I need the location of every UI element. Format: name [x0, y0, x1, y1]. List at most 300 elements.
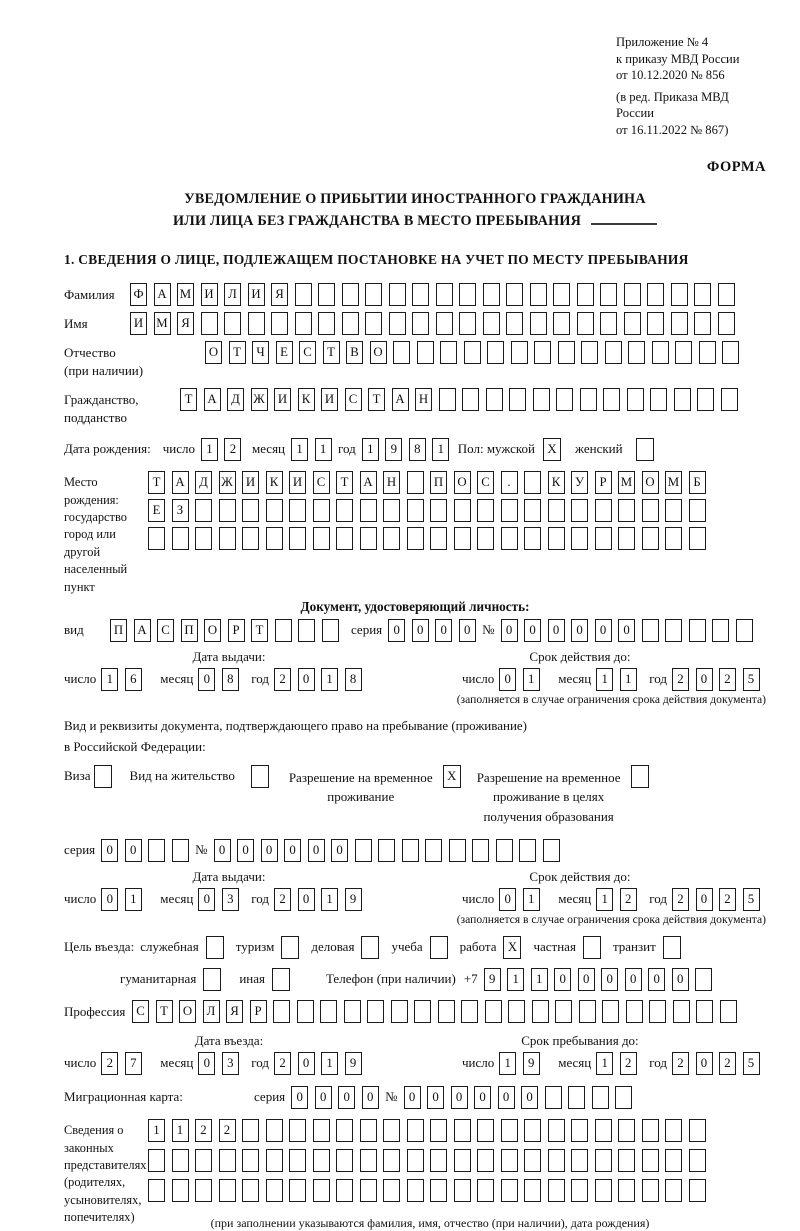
char-box[interactable]: [642, 619, 659, 642]
char-box[interactable]: 1: [291, 438, 308, 461]
char-box[interactable]: [313, 1149, 330, 1172]
purpose-option-checkbox[interactable]: [272, 968, 290, 991]
char-box[interactable]: М: [618, 471, 635, 494]
char-box[interactable]: 0: [498, 1086, 515, 1109]
char-box[interactable]: [219, 1149, 236, 1172]
char-box[interactable]: Т: [323, 341, 340, 364]
char-box[interactable]: [568, 1086, 585, 1109]
char-box[interactable]: [486, 388, 503, 411]
char-box[interactable]: [407, 471, 424, 494]
char-box[interactable]: [665, 1149, 682, 1172]
char-box[interactable]: [383, 527, 400, 550]
char-box[interactable]: [248, 312, 265, 335]
char-box[interactable]: [289, 1149, 306, 1172]
char-box[interactable]: П: [110, 619, 127, 642]
char-box[interactable]: И: [130, 312, 147, 335]
char-box[interactable]: [519, 839, 536, 862]
char-box[interactable]: К: [298, 388, 315, 411]
char-box[interactable]: 1: [315, 438, 332, 461]
char-box[interactable]: [548, 1149, 565, 1172]
char-box[interactable]: Л: [203, 1000, 220, 1023]
char-box[interactable]: [461, 1000, 478, 1023]
char-box[interactable]: [407, 1179, 424, 1202]
char-box[interactable]: [689, 1149, 706, 1172]
char-box[interactable]: 1: [523, 888, 540, 911]
char-box[interactable]: [592, 1086, 609, 1109]
char-box[interactable]: [378, 839, 395, 862]
char-box[interactable]: 5: [743, 888, 760, 911]
char-box[interactable]: [508, 1000, 525, 1023]
char-box[interactable]: О: [642, 471, 659, 494]
char-box[interactable]: [618, 527, 635, 550]
char-box[interactable]: В: [346, 341, 363, 364]
char-box[interactable]: [412, 283, 429, 306]
char-box[interactable]: Р: [250, 1000, 267, 1023]
char-box[interactable]: С: [157, 619, 174, 642]
char-box[interactable]: [342, 312, 359, 335]
char-box[interactable]: [318, 312, 335, 335]
char-box[interactable]: 2: [719, 668, 736, 691]
residence-permit-checkbox[interactable]: [251, 765, 269, 788]
char-box[interactable]: [407, 1119, 424, 1142]
char-box[interactable]: 0: [571, 619, 588, 642]
char-box[interactable]: [689, 1119, 706, 1142]
char-box[interactable]: [674, 388, 691, 411]
char-box[interactable]: [665, 1119, 682, 1142]
char-box[interactable]: 9: [385, 438, 402, 461]
char-box[interactable]: О: [370, 341, 387, 364]
char-box[interactable]: 0: [578, 968, 595, 991]
char-box[interactable]: Т: [336, 471, 353, 494]
char-box[interactable]: А: [360, 471, 377, 494]
char-box[interactable]: [699, 341, 716, 364]
char-box[interactable]: [336, 499, 353, 522]
char-box[interactable]: [360, 1179, 377, 1202]
char-box[interactable]: [577, 312, 594, 335]
char-box[interactable]: [242, 499, 259, 522]
char-box[interactable]: У: [571, 471, 588, 494]
char-box[interactable]: С: [132, 1000, 149, 1023]
char-box[interactable]: [624, 283, 641, 306]
char-box[interactable]: 1: [432, 438, 449, 461]
char-box[interactable]: [360, 1149, 377, 1172]
char-box[interactable]: [148, 1149, 165, 1172]
char-box[interactable]: И: [248, 283, 265, 306]
char-box[interactable]: М: [665, 471, 682, 494]
char-box[interactable]: [266, 1119, 283, 1142]
char-box[interactable]: [671, 283, 688, 306]
char-box[interactable]: [289, 527, 306, 550]
char-box[interactable]: 0: [521, 1086, 538, 1109]
char-box[interactable]: 2: [224, 438, 241, 461]
char-box[interactable]: О: [454, 471, 471, 494]
char-box[interactable]: 2: [101, 1052, 118, 1075]
char-box[interactable]: К: [548, 471, 565, 494]
char-box[interactable]: Я: [226, 1000, 243, 1023]
char-box[interactable]: [618, 1149, 635, 1172]
char-box[interactable]: Н: [415, 388, 432, 411]
char-box[interactable]: [628, 341, 645, 364]
char-box[interactable]: [219, 499, 236, 522]
char-box[interactable]: А: [154, 283, 171, 306]
char-box[interactable]: [383, 1149, 400, 1172]
char-box[interactable]: 1: [596, 888, 613, 911]
char-box[interactable]: 0: [601, 968, 618, 991]
char-box[interactable]: [454, 1149, 471, 1172]
char-box[interactable]: 5: [743, 1052, 760, 1075]
visa-checkbox[interactable]: [94, 765, 112, 788]
char-box[interactable]: 9: [345, 888, 362, 911]
char-box[interactable]: [533, 388, 550, 411]
char-box[interactable]: [148, 839, 165, 862]
purpose-option-checkbox[interactable]: [361, 936, 379, 959]
char-box[interactable]: [618, 1119, 635, 1142]
char-box[interactable]: [720, 1000, 737, 1023]
sex-male-checkbox[interactable]: X: [543, 438, 561, 461]
char-box[interactable]: [506, 283, 523, 306]
char-box[interactable]: [650, 388, 667, 411]
char-box[interactable]: [642, 499, 659, 522]
char-box[interactable]: [548, 1119, 565, 1142]
char-box[interactable]: 9: [523, 1052, 540, 1075]
char-box[interactable]: 0: [696, 1052, 713, 1075]
char-box[interactable]: [271, 312, 288, 335]
char-box[interactable]: Д: [195, 471, 212, 494]
char-box[interactable]: [602, 1000, 619, 1023]
char-box[interactable]: [689, 619, 706, 642]
char-box[interactable]: [548, 527, 565, 550]
char-box[interactable]: [501, 1119, 518, 1142]
char-box[interactable]: 9: [484, 968, 501, 991]
char-box[interactable]: 2: [195, 1119, 212, 1142]
char-box[interactable]: [289, 1179, 306, 1202]
char-box[interactable]: К: [266, 471, 283, 494]
char-box[interactable]: [320, 1000, 337, 1023]
char-box[interactable]: 1: [321, 1052, 338, 1075]
char-box[interactable]: [462, 388, 479, 411]
char-box[interactable]: [647, 312, 664, 335]
char-box[interactable]: [454, 527, 471, 550]
char-box[interactable]: О: [204, 619, 221, 642]
char-box[interactable]: С: [299, 341, 316, 364]
char-box[interactable]: 0: [298, 888, 315, 911]
char-box[interactable]: А: [392, 388, 409, 411]
char-box[interactable]: 1: [507, 968, 524, 991]
char-box[interactable]: [642, 1119, 659, 1142]
char-box[interactable]: [477, 1119, 494, 1142]
char-box[interactable]: [485, 1000, 502, 1023]
char-box[interactable]: [360, 1119, 377, 1142]
char-box[interactable]: [383, 499, 400, 522]
char-box[interactable]: С: [477, 471, 494, 494]
char-box[interactable]: 0: [451, 1086, 468, 1109]
char-box[interactable]: [472, 839, 489, 862]
char-box[interactable]: [524, 1149, 541, 1172]
char-box[interactable]: [412, 312, 429, 335]
char-box[interactable]: [459, 283, 476, 306]
char-box[interactable]: 1: [125, 888, 142, 911]
char-box[interactable]: [642, 1149, 659, 1172]
char-box[interactable]: [571, 1149, 588, 1172]
char-box[interactable]: [440, 341, 457, 364]
char-box[interactable]: [524, 1119, 541, 1142]
char-box[interactable]: [336, 1149, 353, 1172]
purpose-option-checkbox[interactable]: [203, 968, 221, 991]
char-box[interactable]: [407, 499, 424, 522]
char-box[interactable]: Р: [595, 471, 612, 494]
char-box[interactable]: 1: [523, 668, 540, 691]
char-box[interactable]: [342, 283, 359, 306]
char-box[interactable]: 8: [345, 668, 362, 691]
char-box[interactable]: [501, 527, 518, 550]
char-box[interactable]: 2: [719, 1052, 736, 1075]
char-box[interactable]: [511, 341, 528, 364]
char-box[interactable]: [501, 1149, 518, 1172]
char-box[interactable]: 0: [388, 619, 405, 642]
char-box[interactable]: [595, 527, 612, 550]
char-box[interactable]: 3: [222, 888, 239, 911]
char-box[interactable]: И: [321, 388, 338, 411]
char-box[interactable]: 0: [499, 668, 516, 691]
char-box[interactable]: [665, 1179, 682, 1202]
char-box[interactable]: [344, 1000, 361, 1023]
char-box[interactable]: А: [204, 388, 221, 411]
char-box[interactable]: 8: [409, 438, 426, 461]
char-box[interactable]: [436, 312, 453, 335]
char-box[interactable]: 0: [261, 839, 278, 862]
char-box[interactable]: [555, 1000, 572, 1023]
char-box[interactable]: .: [501, 471, 518, 494]
char-box[interactable]: [721, 388, 738, 411]
purpose-option-checkbox[interactable]: [206, 936, 224, 959]
char-box[interactable]: [266, 1149, 283, 1172]
char-box[interactable]: [580, 388, 597, 411]
char-box[interactable]: С: [345, 388, 362, 411]
char-box[interactable]: 1: [148, 1119, 165, 1142]
char-box[interactable]: [436, 283, 453, 306]
char-box[interactable]: А: [134, 619, 151, 642]
char-box[interactable]: [696, 1000, 713, 1023]
char-box[interactable]: 0: [298, 668, 315, 691]
char-box[interactable]: [506, 312, 523, 335]
char-box[interactable]: [195, 527, 212, 550]
char-box[interactable]: [389, 283, 406, 306]
char-box[interactable]: Ф: [130, 283, 147, 306]
char-box[interactable]: [172, 839, 189, 862]
rvp-education-checkbox[interactable]: [631, 765, 649, 788]
char-box[interactable]: М: [177, 283, 194, 306]
char-box[interactable]: 0: [524, 619, 541, 642]
char-box[interactable]: [571, 1179, 588, 1202]
char-box[interactable]: [483, 283, 500, 306]
char-box[interactable]: [600, 312, 617, 335]
char-box[interactable]: П: [430, 471, 447, 494]
char-box[interactable]: Т: [251, 619, 268, 642]
char-box[interactable]: 0: [198, 888, 215, 911]
char-box[interactable]: [487, 341, 504, 364]
char-box[interactable]: [627, 388, 644, 411]
char-box[interactable]: [430, 1119, 447, 1142]
char-box[interactable]: 0: [198, 668, 215, 691]
char-box[interactable]: [718, 283, 735, 306]
char-box[interactable]: 2: [672, 888, 689, 911]
char-box[interactable]: [355, 839, 372, 862]
char-box[interactable]: 2: [719, 888, 736, 911]
char-box[interactable]: [530, 283, 547, 306]
char-box[interactable]: 0: [672, 968, 689, 991]
char-box[interactable]: 0: [101, 839, 118, 862]
char-box[interactable]: [313, 1119, 330, 1142]
char-box[interactable]: [671, 312, 688, 335]
sex-female-checkbox[interactable]: [636, 438, 654, 461]
rvp-checkbox[interactable]: X: [443, 765, 461, 788]
char-box[interactable]: [665, 499, 682, 522]
char-box[interactable]: [712, 619, 729, 642]
char-box[interactable]: [417, 341, 434, 364]
char-box[interactable]: 1: [531, 968, 548, 991]
char-box[interactable]: [600, 283, 617, 306]
char-box[interactable]: [509, 388, 526, 411]
char-box[interactable]: [477, 1149, 494, 1172]
char-box[interactable]: 1: [172, 1119, 189, 1142]
char-box[interactable]: Н: [383, 471, 400, 494]
char-box[interactable]: [595, 1179, 612, 1202]
char-box[interactable]: И: [289, 471, 306, 494]
char-box[interactable]: 0: [595, 619, 612, 642]
char-box[interactable]: [242, 1149, 259, 1172]
char-box[interactable]: Т: [229, 341, 246, 364]
char-box[interactable]: [275, 619, 292, 642]
char-box[interactable]: [430, 1149, 447, 1172]
char-box[interactable]: [618, 499, 635, 522]
char-box[interactable]: [172, 1149, 189, 1172]
char-box[interactable]: [736, 619, 753, 642]
char-box[interactable]: 1: [620, 668, 637, 691]
char-box[interactable]: [454, 499, 471, 522]
char-box[interactable]: 1: [596, 1052, 613, 1075]
char-box[interactable]: 0: [648, 968, 665, 991]
char-box[interactable]: 0: [338, 1086, 355, 1109]
char-box[interactable]: [548, 499, 565, 522]
char-box[interactable]: [477, 499, 494, 522]
char-box[interactable]: [603, 388, 620, 411]
char-box[interactable]: 0: [291, 1086, 308, 1109]
char-box[interactable]: 0: [125, 839, 142, 862]
char-box[interactable]: [402, 839, 419, 862]
char-box[interactable]: Е: [148, 499, 165, 522]
char-box[interactable]: 2: [219, 1119, 236, 1142]
char-box[interactable]: [389, 312, 406, 335]
char-box[interactable]: И: [242, 471, 259, 494]
char-box[interactable]: [524, 471, 541, 494]
char-box[interactable]: [624, 312, 641, 335]
char-box[interactable]: [367, 1000, 384, 1023]
char-box[interactable]: [543, 839, 560, 862]
char-box[interactable]: 9: [345, 1052, 362, 1075]
char-box[interactable]: [430, 1179, 447, 1202]
char-box[interactable]: [581, 341, 598, 364]
char-box[interactable]: [595, 1149, 612, 1172]
char-box[interactable]: [313, 1179, 330, 1202]
char-box[interactable]: 0: [548, 619, 565, 642]
char-box[interactable]: [689, 527, 706, 550]
char-box[interactable]: [195, 499, 212, 522]
char-box[interactable]: 1: [321, 668, 338, 691]
char-box[interactable]: [148, 527, 165, 550]
char-box[interactable]: [414, 1000, 431, 1023]
char-box[interactable]: Т: [368, 388, 385, 411]
char-box[interactable]: [532, 1000, 549, 1023]
char-box[interactable]: [289, 1119, 306, 1142]
char-box[interactable]: [219, 1179, 236, 1202]
char-box[interactable]: [336, 527, 353, 550]
char-box[interactable]: 5: [743, 668, 760, 691]
char-box[interactable]: 0: [696, 888, 713, 911]
char-box[interactable]: 0: [404, 1086, 421, 1109]
char-box[interactable]: [449, 839, 466, 862]
char-box[interactable]: [501, 499, 518, 522]
char-box[interactable]: [694, 283, 711, 306]
char-box[interactable]: [266, 527, 283, 550]
char-box[interactable]: Д: [227, 388, 244, 411]
char-box[interactable]: 0: [308, 839, 325, 862]
char-box[interactable]: [652, 341, 669, 364]
char-box[interactable]: [295, 312, 312, 335]
char-box[interactable]: [438, 1000, 455, 1023]
char-box[interactable]: 0: [315, 1086, 332, 1109]
char-box[interactable]: [722, 341, 739, 364]
char-box[interactable]: С: [313, 471, 330, 494]
char-box[interactable]: А: [172, 471, 189, 494]
char-box[interactable]: [501, 1179, 518, 1202]
char-box[interactable]: [298, 619, 315, 642]
char-box[interactable]: 0: [298, 1052, 315, 1075]
char-box[interactable]: [579, 1000, 596, 1023]
char-box[interactable]: [605, 341, 622, 364]
char-box[interactable]: [477, 1179, 494, 1202]
char-box[interactable]: [407, 1149, 424, 1172]
char-box[interactable]: [553, 312, 570, 335]
char-box[interactable]: [242, 527, 259, 550]
char-box[interactable]: П: [181, 619, 198, 642]
char-box[interactable]: Л: [224, 283, 241, 306]
char-box[interactable]: [553, 283, 570, 306]
char-box[interactable]: 1: [499, 1052, 516, 1075]
char-box[interactable]: [266, 1179, 283, 1202]
char-box[interactable]: [297, 1000, 314, 1023]
char-box[interactable]: [675, 341, 692, 364]
char-box[interactable]: 0: [625, 968, 642, 991]
char-box[interactable]: 0: [696, 668, 713, 691]
char-box[interactable]: Т: [156, 1000, 173, 1023]
char-box[interactable]: 1: [101, 668, 118, 691]
char-box[interactable]: [295, 283, 312, 306]
char-box[interactable]: 2: [274, 888, 291, 911]
char-box[interactable]: Е: [276, 341, 293, 364]
char-box[interactable]: [647, 283, 664, 306]
char-box[interactable]: [148, 1179, 165, 1202]
char-box[interactable]: [459, 312, 476, 335]
purpose-option-checkbox[interactable]: [663, 936, 681, 959]
char-box[interactable]: [289, 499, 306, 522]
char-box[interactable]: Т: [180, 388, 197, 411]
char-box[interactable]: [336, 1119, 353, 1142]
char-box[interactable]: [618, 1179, 635, 1202]
char-box[interactable]: [577, 283, 594, 306]
char-box[interactable]: [689, 499, 706, 522]
char-box[interactable]: Б: [689, 471, 706, 494]
char-box[interactable]: О: [179, 1000, 196, 1023]
